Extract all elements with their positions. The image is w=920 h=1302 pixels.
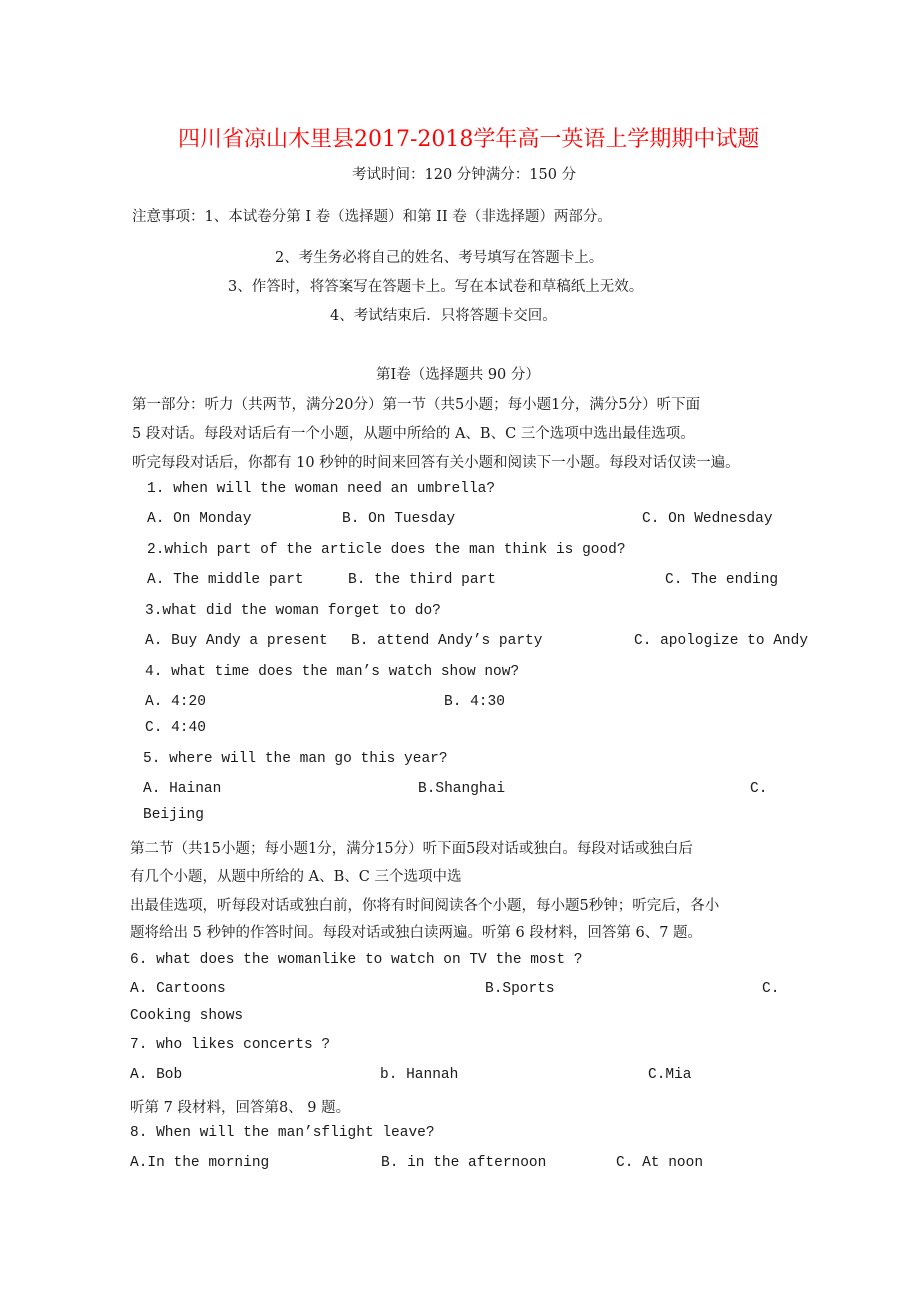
part2-intro-line: 出最佳选项，听每段对话或独白前，你将有时间阅读各个小题，每小题5秒钟；听完后，各小 xyxy=(130,898,720,914)
question-3: 3.what did the woman forget to do? xyxy=(145,603,441,619)
option-b: b. Hannah xyxy=(380,1067,459,1083)
part1-intro-line: 第一部分：听力（共两节，满分20分）第一节（共5小题；每小题1分，满分5分）听下面 xyxy=(132,397,701,413)
option-c: C. On Wednesday xyxy=(642,511,773,527)
section1-heading: 第Ⅰ卷（选择题共 90 分） xyxy=(376,367,540,383)
question-5: 5. where will the man go this year? xyxy=(143,751,448,767)
option-c-text: Cooking shows xyxy=(130,1008,244,1024)
option-c: C. xyxy=(750,781,768,797)
option-c: C.Mia xyxy=(648,1067,692,1083)
option-a: A. Bob xyxy=(130,1067,183,1083)
option-b: B. in the afternoon xyxy=(381,1155,547,1171)
material7-intro: 听第 7 段材料，回答第8、 9 题。 xyxy=(130,1100,351,1116)
document-title: 四川省凉山木里县2017-2018学年高一英语上学期期中试题 xyxy=(178,127,760,152)
option-b: B. attend Andy’s party xyxy=(351,633,543,649)
option-c: C. apologize to Andy xyxy=(634,633,809,649)
question-6: 6. what does the womanlike to watch on TV the most ? xyxy=(130,952,583,968)
part1-intro-line: 听完每段对话后，你都有 10 秒钟的时间来回答有关小题和阅读下一小题。每段对话仅读一遍。 xyxy=(132,455,740,471)
question-4: 4. what time does the man’s watch show now? xyxy=(145,664,520,680)
option-a: A. On Monday xyxy=(147,511,252,527)
part1-intro-line: 5 段对话。每段对话后有一个小题，从题中所给的 A、B、C 三个选项中选出最佳选项。 xyxy=(132,426,695,442)
option-a: A. The middle part xyxy=(147,572,304,588)
option-c: C. 4:40 xyxy=(145,720,206,736)
note-3: 3、作答时，将答案写在答题卡上。写在本试卷和草稿纸上无效。 xyxy=(228,279,644,295)
question-8: 8. When will the man’sflight leave? xyxy=(130,1125,435,1141)
option-a: A. Hainan xyxy=(143,781,222,797)
question-1: 1. when will the woman need an umbrella? xyxy=(147,481,496,497)
option-a: A.In the morning xyxy=(130,1155,270,1171)
part2-intro-line: 题将给出 5 秒钟的作答时间。每段对话或独白读两遍。听第 6 段材料，回答第 6、7 题。 xyxy=(130,925,703,941)
part2-intro-line: 第二节（共15小题；每小题1分，满分15分）听下面5段对话或独白。每段对话或独白后 xyxy=(130,841,693,857)
option-b: B.Sports xyxy=(485,981,555,997)
option-a: A. 4:20 xyxy=(145,694,206,710)
question-7: 7. who likes concerts ? xyxy=(130,1037,331,1053)
option-a: A. Buy Andy a present xyxy=(145,633,328,649)
option-c-text: Beijing xyxy=(143,807,204,823)
exam-info: 考试时间：120 分钟满分：150 分 xyxy=(352,167,577,183)
option-b: B.Shanghai xyxy=(418,781,506,797)
option-a: A. Cartoons xyxy=(130,981,226,997)
note-2: 2、考生务必将自己的姓名、考号填写在答题卡上。 xyxy=(275,250,604,266)
question-2: 2.which part of the article does the man think is good? xyxy=(147,542,626,558)
option-b: B. the third part xyxy=(348,572,496,588)
option-c: C. At noon xyxy=(616,1155,704,1171)
note-1: 注意事项：1、本试卷分第 I 卷（选择题）和第 II 卷（非选择题）两部分。 xyxy=(132,209,612,225)
note-4: 4、考试结束后．只将答题卡交回。 xyxy=(330,308,557,324)
option-b: B. 4:30 xyxy=(444,694,505,710)
part2-intro-line: 有几个小题，从题中所给的 A、B、C 三个选项中选 xyxy=(130,869,462,885)
option-b: B. On Tuesday xyxy=(342,511,456,527)
option-c: C. The ending xyxy=(665,572,779,588)
option-c: C. xyxy=(762,981,780,997)
